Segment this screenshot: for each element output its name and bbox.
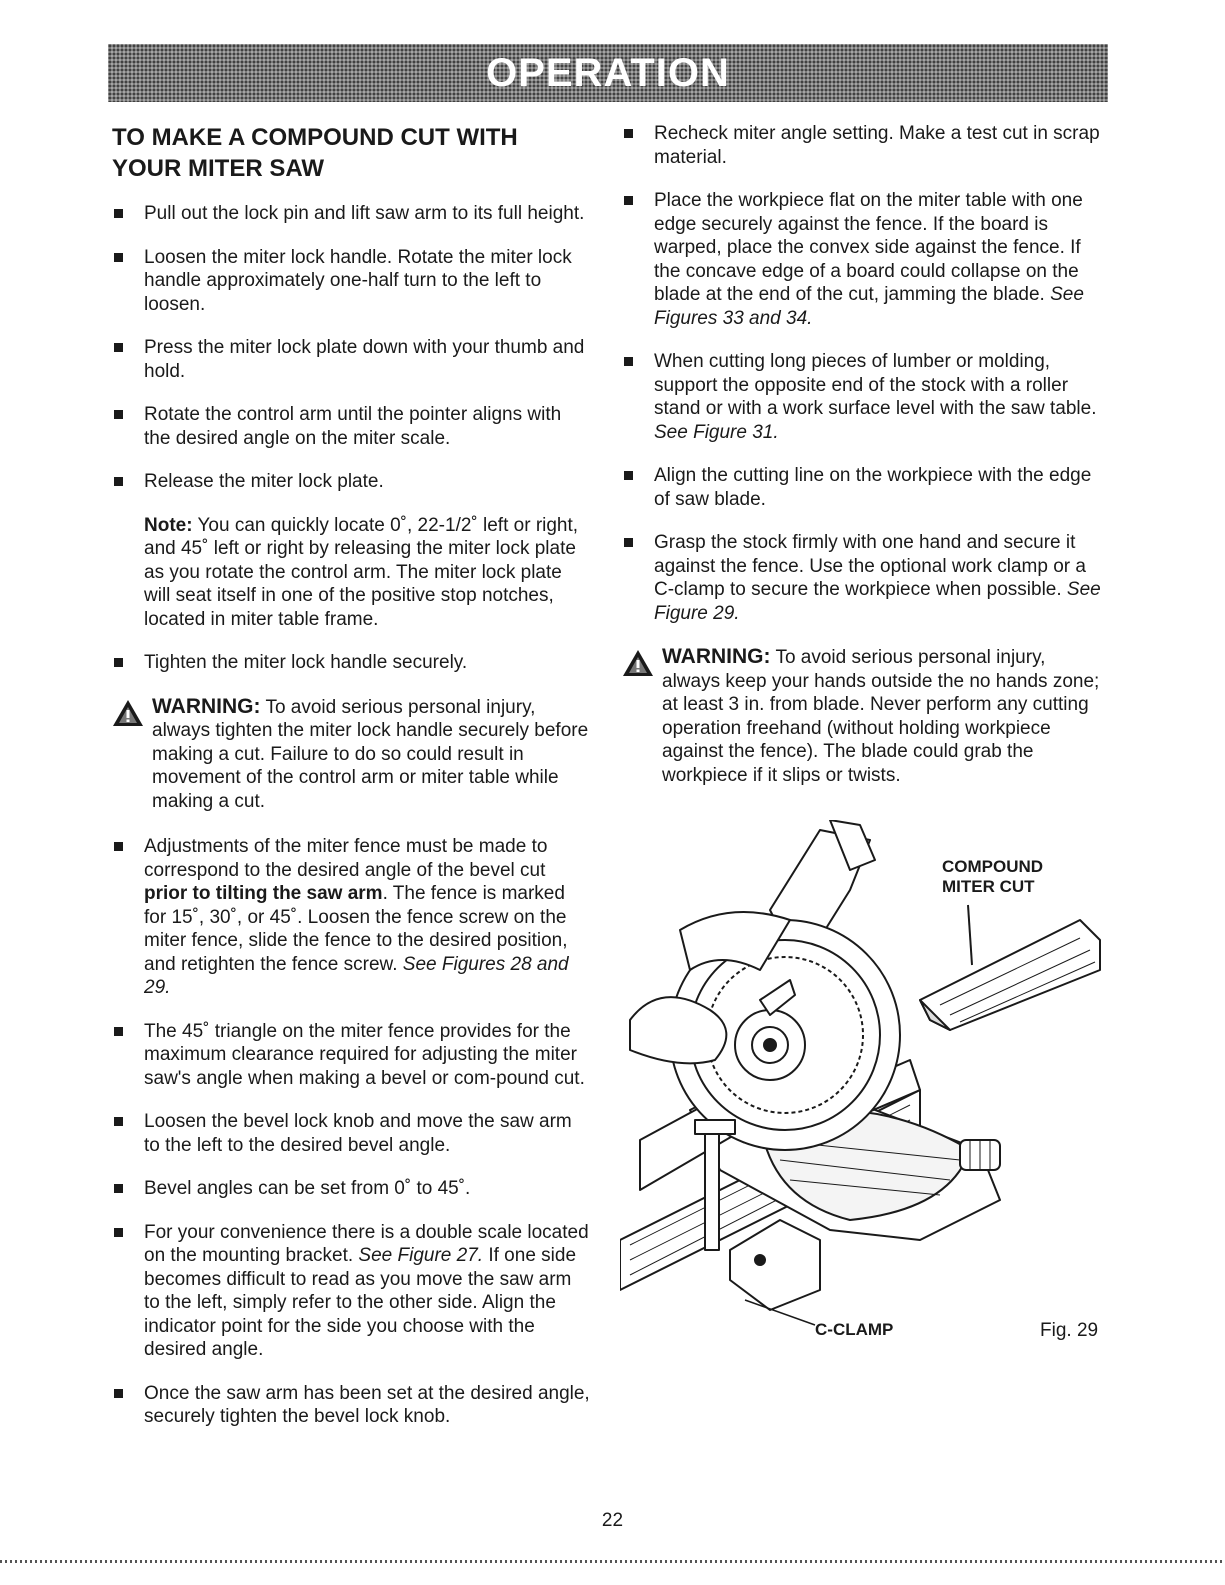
- list-item: Grasp the stock firmly with one hand and secure it against the fence. Use the optional work clamp or a C-clamp to secure the workpiece when possible. See Figure 29.: [622, 531, 1107, 625]
- figure-reference: See Figures 28 and 29.: [144, 953, 569, 998]
- page-number: 22: [601, 1510, 624, 1531]
- section-title: OPERATION: [486, 50, 730, 95]
- bullet-icon: [114, 1117, 123, 1126]
- warning-icon: [622, 649, 654, 677]
- note-label: Note:: [144, 514, 193, 536]
- list-item: Once the saw arm has been set at the desired angle, securely tighten the bevel lock knob.: [112, 1382, 590, 1429]
- list-item: Adjustments of the miter fence must be made to correspond to the desired angle of the bevel cut prior to tilting the saw arm. The fence is marked for 15˚, 30˚, or 45˚. Loosen the fence screw on the miter fence, slide the fence to the desired position, and retighten the fence screw. See Figures 28 and 29.: [112, 835, 590, 1000]
- figure-reference: See Figure 29.: [654, 579, 1101, 624]
- bullet-icon: [114, 410, 123, 419]
- warning-title: WARNING:: [662, 645, 771, 668]
- bullet-icon: [114, 1184, 123, 1193]
- warning-icon: [112, 699, 144, 727]
- bullet-icon: [624, 471, 633, 480]
- bullet-icon: [114, 253, 123, 262]
- left-column: [112, 122, 590, 1449]
- figure-reference: See Figures 33 and 34.: [654, 284, 1084, 329]
- list-item: Release the miter lock plate.: [112, 470, 590, 494]
- list-item: Align the cutting line on the workpiece with the edge of saw blade.: [622, 464, 1107, 511]
- list-item: The 45˚ triangle on the miter fence provides for the maximum clearance required for adjusting the miter saw's angle when making a bevel or com-pound cut.: [112, 1020, 590, 1091]
- bullet-icon: [114, 1027, 123, 1036]
- bullet-icon: [114, 343, 123, 352]
- note-text: You can quickly locate 0˚, 22-1/2˚ left or right, and 45˚ left or right by releasing the miter lock plate as you rotate the control arm. The miter lock plate will seat itself in one of the positive stop notches, located in miter table frame.: [144, 514, 579, 630]
- note-paragraph: [112, 514, 590, 632]
- list-item: Loosen the miter lock handle. Rotate the miter lock handle approximately one-half turn to the left to loosen.: [112, 246, 590, 317]
- list-item: Place the workpiece flat on the miter table with one edge securely against the fence. If the board is warped, place the convex side against the fence. If the concave edge of a board could collapse on the blade at the end of the cut, jamming the blade. See Figures 33 and 34.: [622, 189, 1107, 330]
- bullet-icon: [114, 1389, 123, 1398]
- bullet-icon: [114, 477, 123, 486]
- warning-block: [622, 645, 1107, 787]
- warning-text: To avoid serious personal injury, always tighten the miter lock handle securely before making a cut. Failure to do so could result in movement of the control arm or miter table while making a cut.: [152, 696, 589, 812]
- bullet-icon: [624, 538, 633, 547]
- list-item: Recheck miter angle setting. Make a test cut in scrap material.: [622, 122, 1107, 169]
- bullet-icon: [114, 842, 123, 851]
- miter-saw-illustration: [620, 820, 1110, 1350]
- right-column: [622, 122, 1107, 809]
- page-footer-rule: [0, 1560, 1225, 1563]
- list-item: Loosen the bevel lock knob and move the saw arm to the left to the desired bevel angle.: [112, 1110, 590, 1157]
- list-item: Pull out the lock pin and lift saw arm to its full height.: [112, 202, 590, 226]
- section-heading: TO MAKE A COMPOUND CUT WITH YOUR MITER SAW: [112, 124, 518, 182]
- warning-title: WARNING:: [152, 694, 261, 718]
- bullet-icon: [114, 1228, 123, 1237]
- bullet-icon: [624, 196, 633, 205]
- bullet-icon: [114, 658, 123, 667]
- warning-text: To avoid serious personal injury, always keep your hands outside the no hands zone; at least 3 in. from blade. Never perform any cutting operation freehand (without holding workpiece against the fence). The blade could grab the workpiece if it slips or twists.: [662, 647, 1100, 786]
- bullet-icon: [624, 129, 633, 138]
- list-item: Press the miter lock plate down with your thumb and hold.: [112, 336, 590, 383]
- bullet-icon: [624, 357, 633, 366]
- list-item: Rotate the control arm until the pointer aligns with the desired angle on the miter scale.: [112, 403, 590, 450]
- list-item: Bevel angles can be set from 0˚ to 45˚.: [112, 1177, 590, 1201]
- figure-label-clamp: C-CLAMP: [815, 1320, 894, 1339]
- figure-reference: See Figure 31.: [654, 421, 779, 443]
- warning-block: [112, 695, 590, 814]
- bullet-icon: [114, 209, 123, 218]
- figure-label-compound: COMPOUND MITER CUT: [942, 857, 1044, 896]
- section-banner: [108, 44, 1108, 102]
- figure-number: Fig. 29: [1040, 1320, 1099, 1341]
- list-item: Tighten the miter lock handle securely.: [112, 651, 590, 675]
- list-item: For your convenience there is a double scale located on the mounting bracket. See Figure 27. If one side becomes difficult to read as you move the saw arm to the left, simply refer to the other side. Align the indicator point for the side you choose with the desired angle.: [112, 1221, 590, 1362]
- list-item: When cutting long pieces of lumber or molding, support the opposite end of the stock with a roller stand or with a work surface level with the saw table. See Figure 31.: [622, 350, 1107, 444]
- figure-reference: See Figure 27.: [358, 1245, 484, 1266]
